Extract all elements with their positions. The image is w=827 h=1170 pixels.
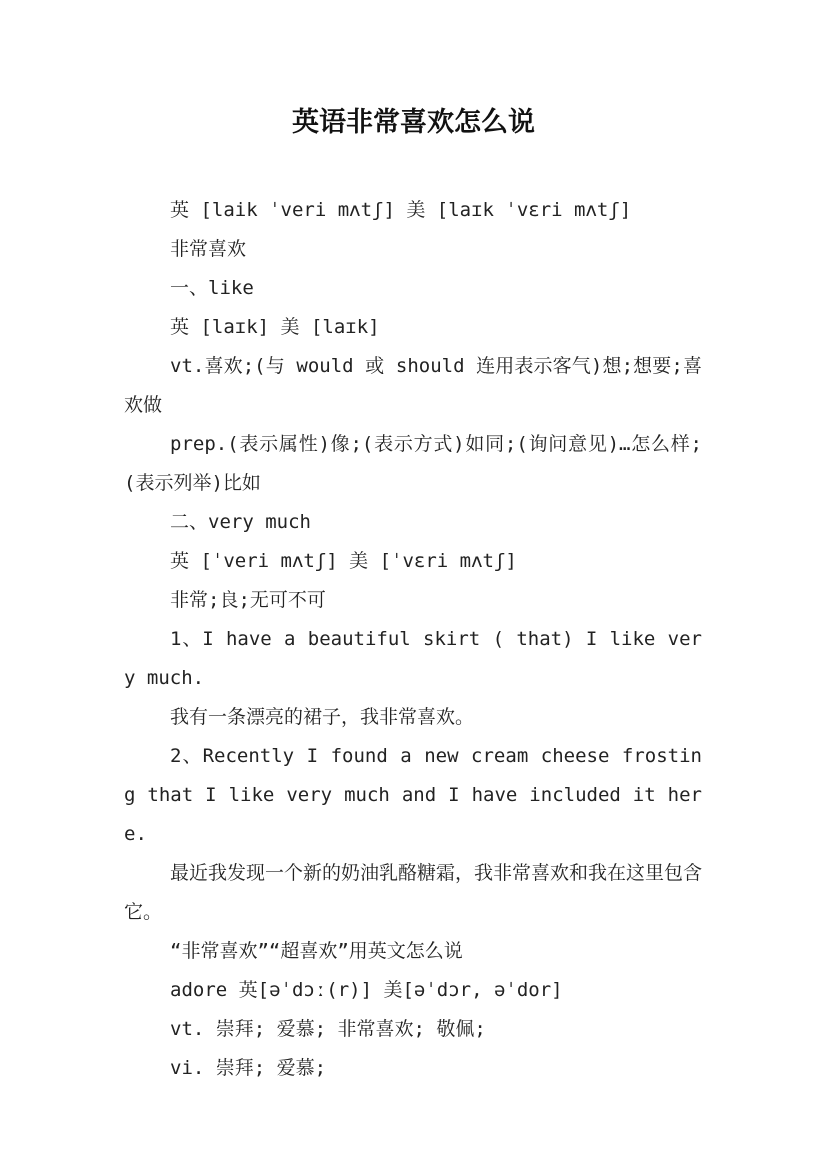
pronunciation-line: 英 [laik ˈveri mʌtʃ] 美 [laɪk ˈvɛri mʌtʃ] [170,199,632,221]
meaning-very-much: 非常;良;无可不可 [170,589,326,611]
pronunciation-very-much: 英 [ˈveri mʌtʃ] 美 [ˈvɛri mʌtʃ] [170,550,517,572]
pronunciation-adore: adore 英[əˈdɔː(r)] 美[əˈdɔr, əˈdor] [170,979,563,1001]
section-heading-adore: “非常喜欢”“超喜欢”用英文怎么说 [170,940,463,962]
example-sentence-2: 2、Recently I found a new cream cheese frosting that I like very much and I have included it here. [124,745,702,845]
definition-vt: vt.喜欢;(与 would 或 should 连用表示客气)想;想要;喜欢做 [124,355,702,416]
example-translation-1: 我有一条漂亮的裙子，我非常喜欢。 [170,706,475,728]
definition-adore-vt: vt. 崇拜; 爱慕; 非常喜欢; 敬佩; [170,1018,486,1040]
document-body [124,191,702,1088]
document-title: 英语非常喜欢怎么说 [292,107,535,138]
meaning-line: 非常喜欢 [170,238,247,260]
section-heading-like: 一、like [170,277,254,299]
definition-prep: prep.(表示属性)像;(表示方式)如同;(询问意见)…怎么样;(表示列举)比如 [124,433,702,494]
example-sentence-1: 1、I have a beautiful skirt ( that) I like very much. [124,628,702,689]
example-translation-2: 最近我发现一个新的奶油乳酪糖霜，我非常喜欢和我在这里包含它。 [124,862,703,923]
definition-adore-vi: vi. 崇拜; 爱慕; [170,1057,327,1079]
section-heading-very-much: 二、very much [170,511,311,533]
pronunciation-like: 英 [laɪk] 美 [laɪk] [170,316,380,338]
